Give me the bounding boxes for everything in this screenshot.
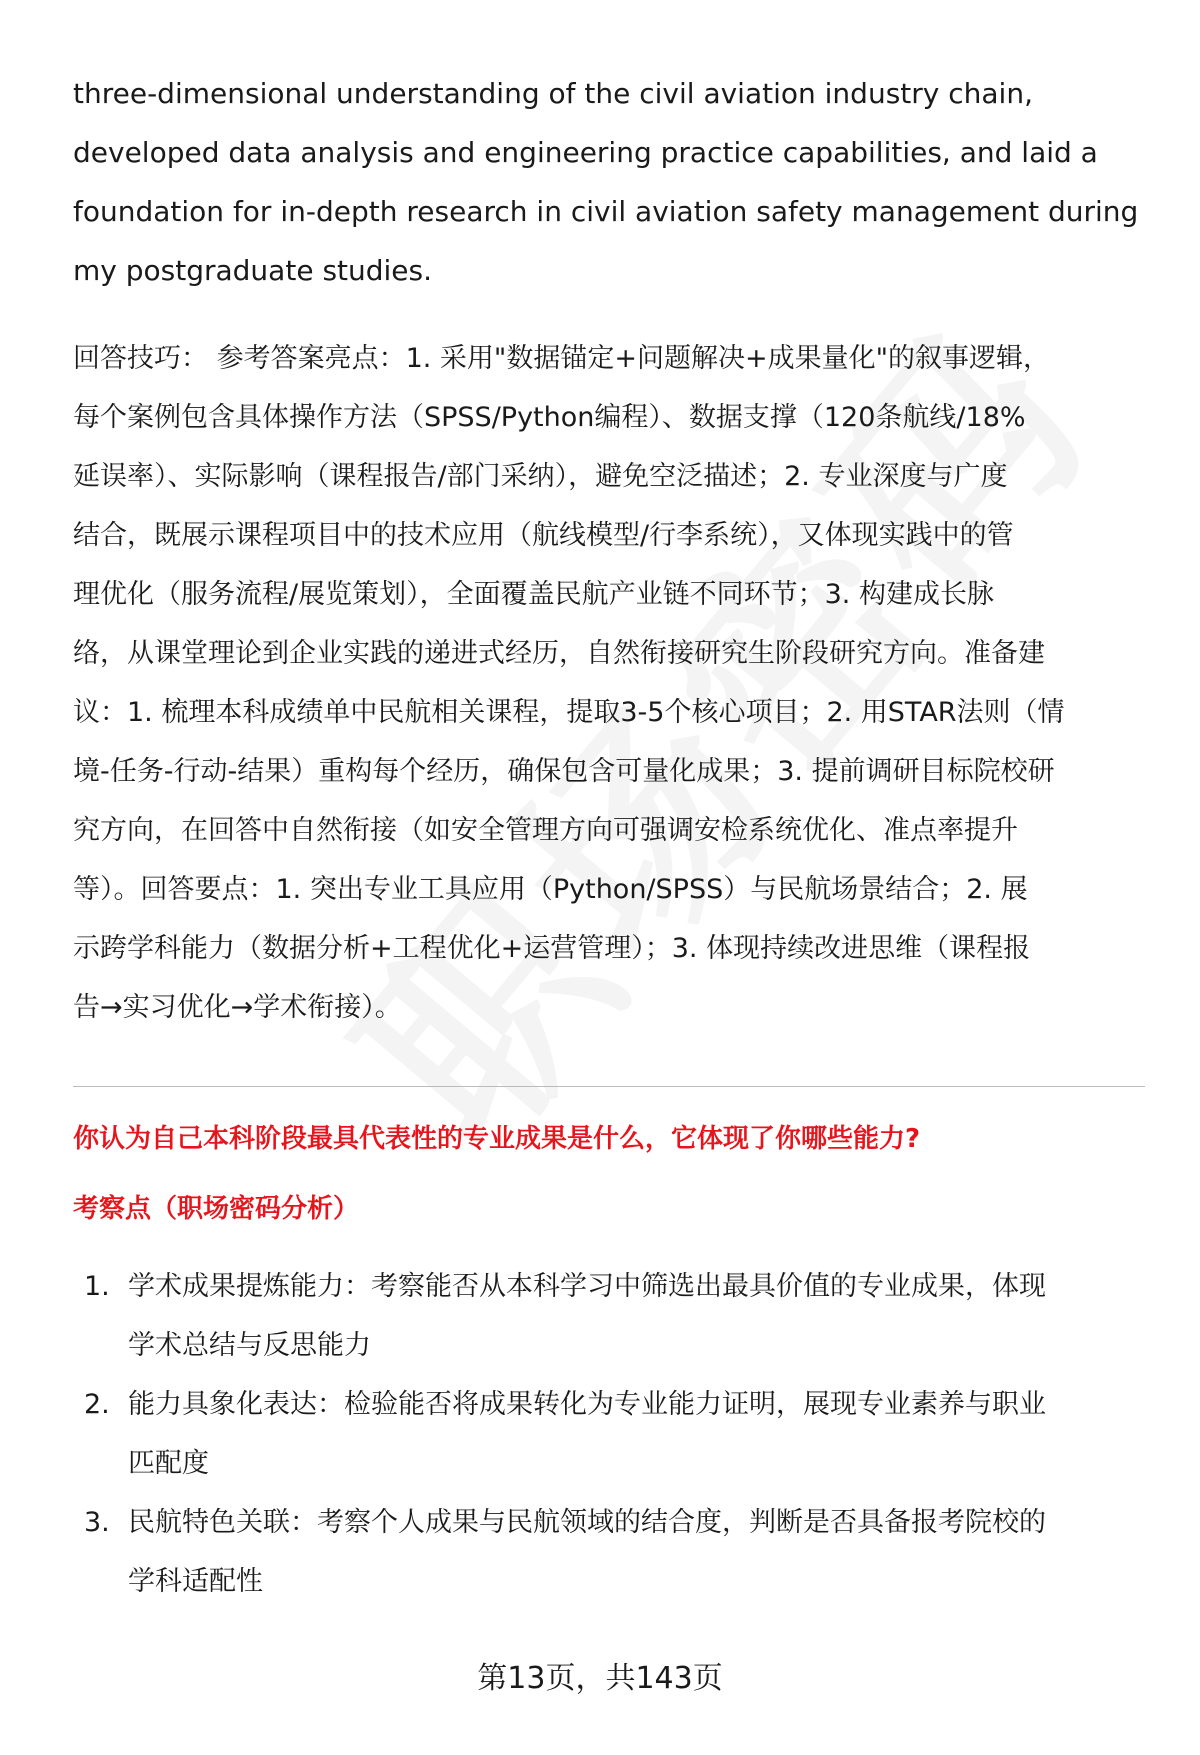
text-line: my postgraduate studies. xyxy=(73,254,433,287)
text-line: 结合，既展示课程项目中的技术应用（航线模型/行李系统），又体现实践中的管 xyxy=(73,520,1014,551)
text-line: 示跨学科能力（数据分析+工程优化+运营管理）；3. 体现持续改进思维（课程报 xyxy=(73,933,1031,964)
list-item xyxy=(84,1493,1150,1611)
text-line: 议：1. 梳理本科成绩单中民航相关课程，提取3-5个核心项目；2. 用STAR法则（情 xyxy=(73,697,1065,728)
text-line: 告→实习优化→学术衔接）。 xyxy=(73,992,402,1023)
question-heading: 你认为自己本科阶段最具代表性的专业成果是什么，它体现了你哪些能力? xyxy=(73,1124,921,1154)
divider xyxy=(73,1086,1145,1087)
text-line: 能力具象化表达：检验能否将成果转化为专业能力证明，展现专业素养与职业 xyxy=(128,1389,1046,1420)
text-line: developed data analysis and engineering practice capabilities, and laid a xyxy=(73,136,1098,169)
text-line: 民航特色关联：考察个人成果与民航领域的结合度，判断是否具备报考院校的 xyxy=(128,1507,1046,1538)
text-line: 络，从课堂理论到企业实践的递进式经历，自然衔接研究生阶段研究方向。准备建 xyxy=(73,638,1045,669)
section-title: 考察点（职场密码分析） xyxy=(73,1194,360,1224)
intro-paragraph xyxy=(73,64,1150,300)
text-line: 学术成果提炼能力：考察能否从本科学习中筛选出最具价值的专业成果，体现 xyxy=(128,1271,1046,1302)
list-number: 1. xyxy=(84,1271,110,1302)
text-line: 回答技巧： 参考答案亮点：1. 采用"数据锚定+问题解决+成果量化"的叙事逻辑， xyxy=(73,343,1051,374)
text-line: 学术总结与反思能力 xyxy=(128,1330,371,1361)
assessment-list xyxy=(84,1257,1150,1611)
text-line: 匹配度 xyxy=(128,1448,209,1479)
text-line: 境-任务-行动-结果）重构每个经历，确保包含可量化成果；3. 提前调研目标院校研 xyxy=(73,756,1055,787)
text-line: 究方向，在回答中自然衔接（如安全管理方向可强调安检系统优化、准点率提升 xyxy=(73,815,1018,846)
text-line: foundation for in-depth research in civil aviation safety management during xyxy=(73,195,1139,228)
text-line: 理优化（服务流程/展览策划），全面覆盖民航产业链不同环节；3. 构建成长脉 xyxy=(73,579,994,610)
list-number: 3. xyxy=(84,1507,110,1538)
page-footer: 第13页，共143页 xyxy=(477,1661,723,1696)
text-line: three-dimensional understanding of the civil aviation industry chain, xyxy=(73,77,1033,110)
text-line: 每个案例包含具体操作方法（SPSS/Python编程）、数据支撑（120条航线/18% xyxy=(73,402,1026,433)
list-number: 2. xyxy=(84,1389,110,1420)
list-item xyxy=(84,1257,1150,1375)
text-line: 延误率）、实际影响（课程报告/部门采纳），避免空泛描述；2. 专业深度与广度 xyxy=(73,461,1008,492)
tips-paragraph xyxy=(73,329,1150,1037)
text-line: 学科适配性 xyxy=(128,1566,263,1597)
text-line: 等）。回答要点：1. 突出专业工具应用（Python/SPSS）与民航场景结合；2. 展 xyxy=(73,874,1028,905)
list-item xyxy=(84,1375,1150,1493)
